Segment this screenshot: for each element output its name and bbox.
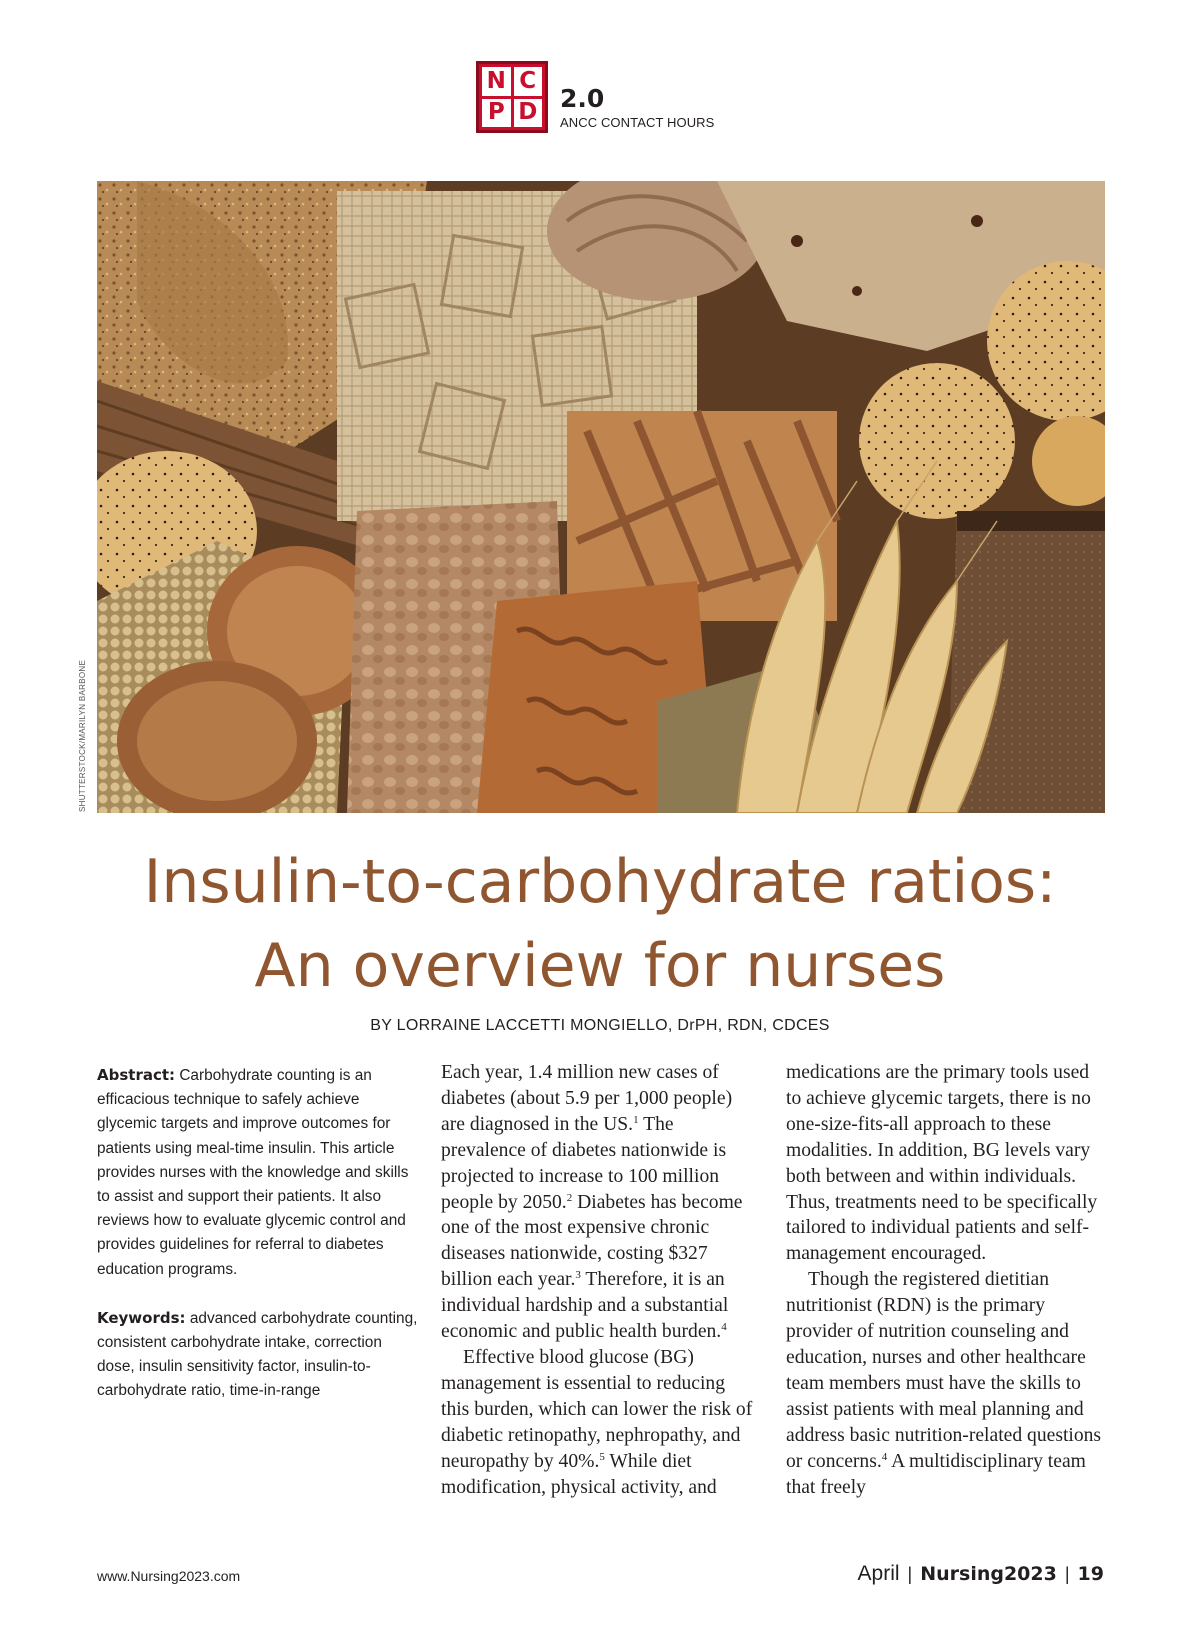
body-text: Therefore, it is an individual hardship and a substantial economic and public health burden. <box>441 1269 729 1343</box>
abstract-column <box>97 1063 419 1428</box>
body-text: The prevalence of diabetes nationwide is projected to increase to 100 million people by 2050. <box>441 1113 727 1213</box>
body-text: Though the registered dietitian nutritionist (RDN) is the primary provider of nutrition counseling and education, nurses and other healthcare team members must have the skills to assist patients with meal planning and address basic nutrition-related questions or concerns. <box>786 1269 1102 1472</box>
photo-credit: SHUTTERSTOCK/MARILYN BARBONE <box>78 659 87 812</box>
reference-4: 4 <box>881 1450 888 1463</box>
journal-name: Nursing2023 <box>920 1563 1057 1585</box>
whole-grain-foods-photo <box>97 181 1105 813</box>
badge-letter-d: D <box>514 99 543 128</box>
body-text: A multidisciplinary team that freely <box>786 1450 1086 1498</box>
abstract-label: Abstract: <box>97 1066 176 1084</box>
footer-url: www.Nursing2023.com <box>97 1568 241 1584</box>
reference-2: 2 <box>566 1191 573 1204</box>
keywords <box>97 1306 419 1404</box>
abstract <box>97 1063 419 1282</box>
keywords-label: Keywords: <box>97 1308 186 1327</box>
body-text: Effective blood glucose (BG) management is essential to reducing this burden, which can lower the risk of diabetic retinopathy, nephropathy, and neuropathy by 40%. <box>441 1346 753 1472</box>
contact-hours-value: 2.0 <box>560 84 605 113</box>
reference-4: 4 <box>721 1321 727 1334</box>
reference-3: 3 <box>575 1269 581 1282</box>
badge-letter-p: P <box>482 99 511 128</box>
issue-month: April <box>857 1562 900 1585</box>
title-line-2: An overview for nurses <box>254 931 946 1001</box>
body-paragraph-2 <box>441 1345 755 1500</box>
badge-letter-n: N <box>482 67 511 96</box>
folio-separator: | <box>907 1564 913 1584</box>
body-paragraph-2-cont: medications are the primary tools used to achieve glycemic targets, there is no one-size-fits-all approach to these modalities. In addition, BG levels vary both between and within individuals. Thus, treatments need to be specifically tailored to individual patients and self-management encouraged. <box>786 1062 1098 1265</box>
byline: BY LORRAINE LACCETTI MONGIELLO, DrPH, RDN, CDCES <box>370 1017 830 1034</box>
abstract-text: Carbohydrate counting is an efficacious technique to safely achieve glycemic targets and improve outcomes for patients using meal-time insulin. This article provides nurses with the knowledge and skills to assist and support their patients. It also reviews how to evaluate glycemic control and provides guidelines for referral to diabetes education programs. <box>97 1067 409 1278</box>
article-title <box>60 840 1140 1008</box>
ncpd-logo <box>476 61 548 133</box>
reference-5: 5 <box>599 1450 605 1463</box>
title-line-1: Insulin-to-carbohydrate ratios: <box>143 847 1057 917</box>
body-text: While diet modification, physical activity, and <box>441 1450 717 1498</box>
body-column-2 <box>786 1060 1106 1500</box>
body-column-1 <box>441 1060 755 1500</box>
badge-letter-c: C <box>514 67 543 96</box>
contact-hours-label: ANCC CONTACT HOURS <box>560 115 715 130</box>
body-text: Each year, 1.4 million new cases of diabetes (about 5.9 per 1,000 people) are diagnosed in the US. <box>441 1062 733 1135</box>
page-folio <box>858 1562 1104 1586</box>
body-paragraph-3 <box>786 1267 1106 1500</box>
folio-separator: | <box>1064 1564 1070 1584</box>
body-paragraph-1 <box>441 1060 755 1345</box>
keywords-text: advanced carbohydrate counting, consistent carbohydrate intake, correction dose, insulin sensitivity factor, insulin-to-carbohydrate ratio, time-in-range <box>97 1309 418 1400</box>
body-text: Diabetes has become one of the most expensive chronic diseases nationwide, costing $327 billion each year. <box>441 1191 743 1291</box>
reference-1: 1 <box>633 1113 639 1126</box>
page-number: 19 <box>1077 1563 1104 1585</box>
contact-hours <box>560 86 714 130</box>
